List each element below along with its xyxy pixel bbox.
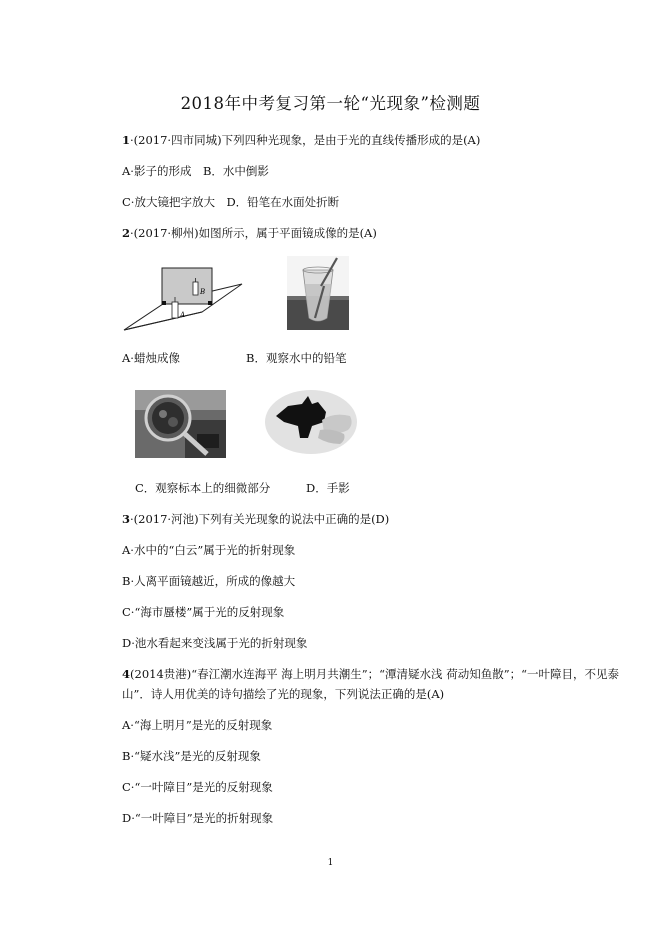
figure-hand-shadow bbox=[262, 386, 360, 456]
question-number: 2 bbox=[122, 226, 131, 240]
q4-option-a: A·“海上明月”是光的反射现象 bbox=[122, 718, 273, 732]
question-number: 1 bbox=[122, 133, 131, 147]
q4-option-d: D·“一叶障目”是光的折射现象 bbox=[122, 811, 274, 825]
question-number: 3 bbox=[122, 512, 131, 526]
q4-option-b: B·“疑水浅”是光的反射现象 bbox=[122, 749, 261, 763]
q1-options-ab: A·影子的形成 B．水中倒影 bbox=[122, 164, 269, 178]
question-3 bbox=[122, 511, 389, 527]
caption-d: D．手影 bbox=[306, 481, 350, 495]
q3-option-d: D·池水看起来变浅属于光的折射现象 bbox=[122, 636, 308, 650]
question-number: 4 bbox=[122, 667, 131, 681]
caption-b: B．观察水中的铅笔 bbox=[246, 351, 347, 365]
question-text: (2014贵港)“春江潮水连海平 海上明月共潮生”；“潭清疑水浅 荷动知鱼散”；“一叶障目，不见泰山”．诗人用优美的诗句描绘了光的现象，下列说法正确的是(A) bbox=[122, 667, 619, 701]
q3-option-c: C·“海市蜃楼”属于光的反射现象 bbox=[122, 605, 285, 619]
figure-magnifier bbox=[135, 390, 226, 458]
figure-label-a: A bbox=[180, 311, 186, 319]
page-number: 1 bbox=[327, 858, 334, 868]
q3-option-a: A·水中的“白云”属于光的折射现象 bbox=[122, 543, 296, 557]
question-2 bbox=[122, 225, 377, 241]
q4-option-c: C·“一叶障目”是光的反射现象 bbox=[122, 780, 273, 794]
q3-option-b: B·人离平面镜越近，所成的像越大 bbox=[122, 574, 296, 588]
page-title: 2018年中考复习第一轮“光现象”检测题 bbox=[180, 94, 481, 113]
figure-pencil-in-water bbox=[287, 256, 349, 330]
q1-options-cd: C·放大镜把字放大 D．铅笔在水面处折断 bbox=[122, 195, 340, 209]
figure-label-b: B bbox=[200, 288, 206, 296]
figure-plane-mirror bbox=[122, 262, 246, 332]
question-4 bbox=[122, 664, 622, 704]
question-text: ·(2017·柳州)如图所示，属于平面镜成像的是(A) bbox=[130, 226, 377, 240]
question-text: ·(2017·四市同城)下列四种光现象，是由于光的直线传播形成的是(A) bbox=[130, 133, 481, 147]
question-1 bbox=[122, 132, 480, 148]
question-text: ·(2017·河池)下列有关光现象的说法中正确的是(D) bbox=[130, 512, 390, 526]
caption-a: A·蜡烛成像 bbox=[122, 351, 180, 365]
caption-c: C．观察标本上的细微部分 bbox=[135, 481, 271, 495]
